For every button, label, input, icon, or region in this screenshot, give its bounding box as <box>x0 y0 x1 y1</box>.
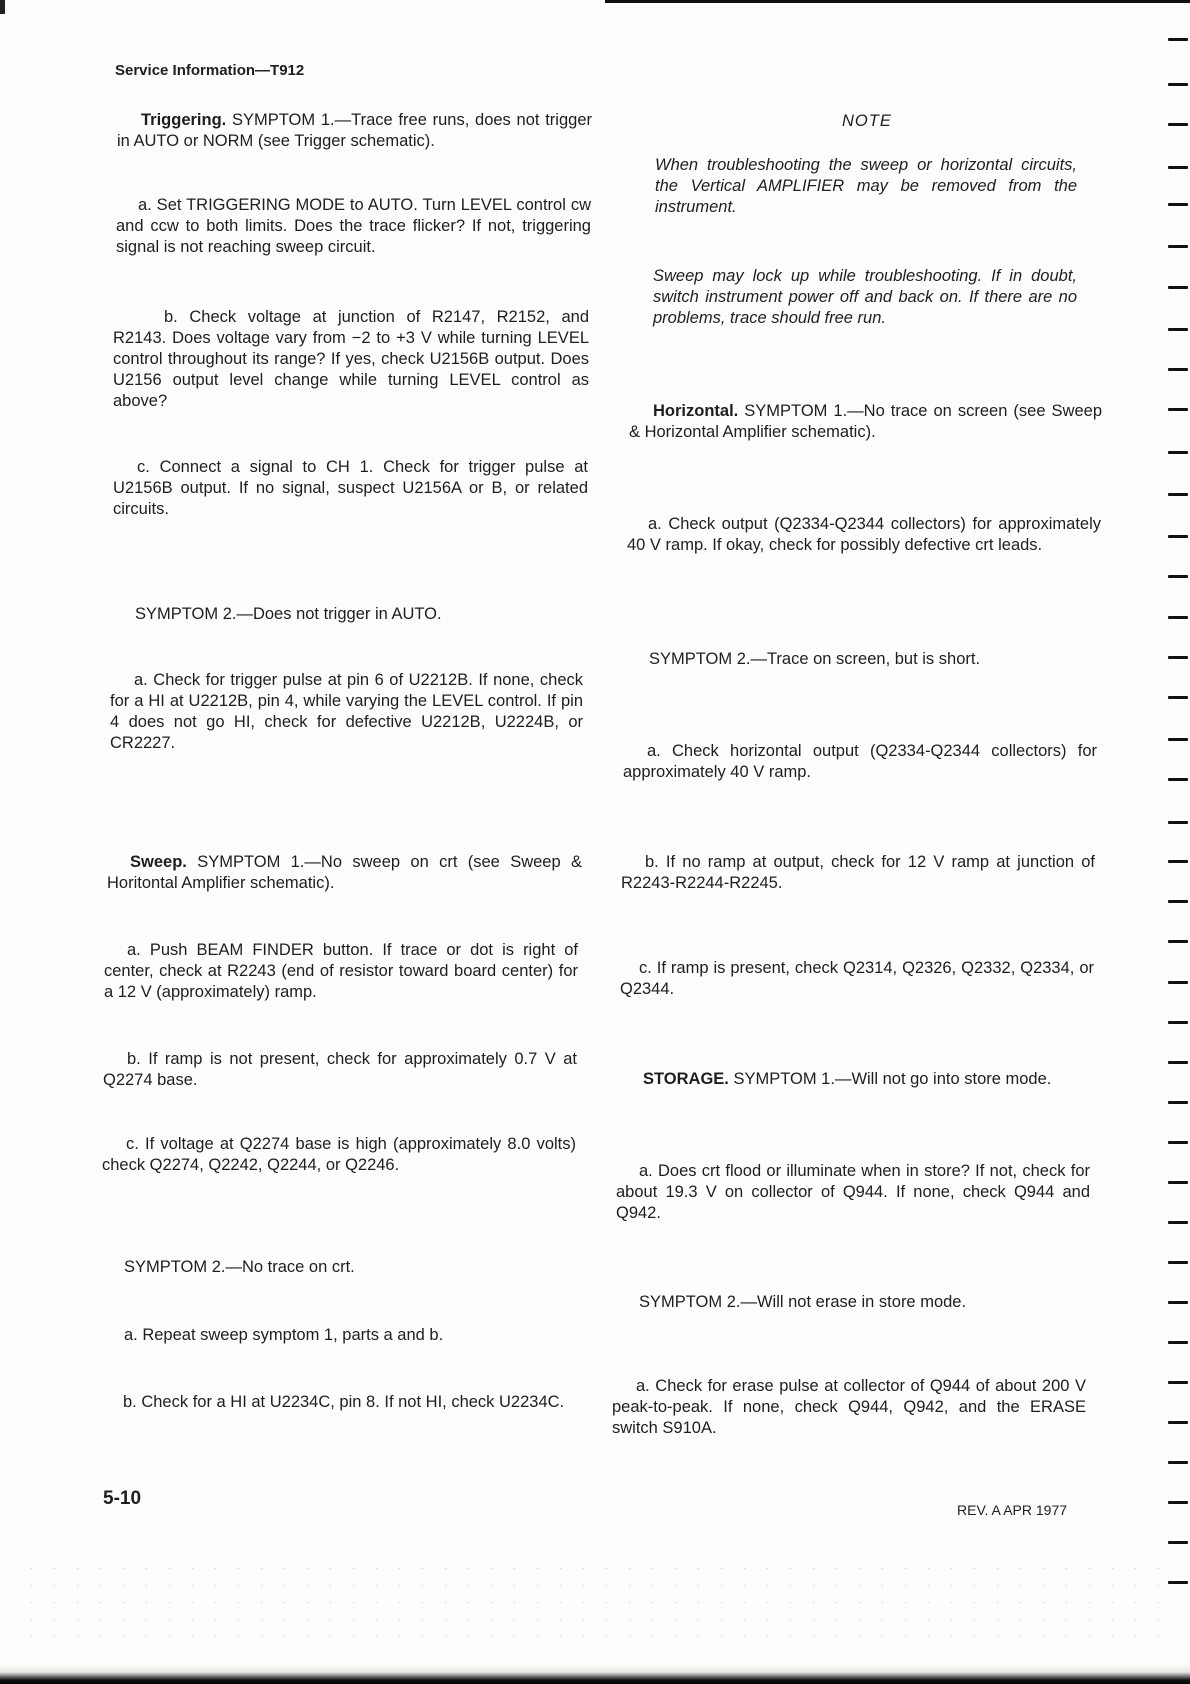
left-para-11: SYMPTOM 2.—No trace on crt. <box>124 1258 355 1276</box>
left-para-5: SYMPTOM 2.—Does not trigger in AUTO. <box>135 605 442 623</box>
right-para-7: STORAGE. SYMPTOM 1.—Will not go into store mode. <box>643 1070 1052 1088</box>
lead-storage: STORAGE. <box>643 1070 729 1088</box>
right-para-2: a. Check output (Q2334-Q2344 collectors) for approximately 40 V ramp. If okay, check for possibly defective crt leads. <box>627 515 1101 554</box>
note-paragraph-1: When troubleshooting the sweep or horizontal circuits, the Vertical AMPLIFIER may be removed from the instrument. <box>655 156 1077 216</box>
right-para-6: c. If ramp is present, check Q2314, Q2326, Q2332, Q2334, or Q2344. <box>620 959 1094 998</box>
left-para-8: a. Push BEAM FINDER button. If trace or dot is right of center, check at R2243 (end of resistor toward board center) for a 12 V (approximately) ramp. <box>104 941 578 1001</box>
left-para-6: a. Check for trigger pulse at pin 6 of U2212B. If none, check for a HI at U2212B, pin 4, while varying the LEVEL control. If pin 4 does not go HI, check for defective U2212B, U2224B, or CR2227. <box>110 671 583 752</box>
note-title: NOTE <box>842 112 892 130</box>
right-para-10: a. Check for erase pulse at collector of Q944 of about 200 V peak-to-peak. If none, check Q944, Q942, and the ERASE switch S910A. <box>612 1377 1086 1437</box>
lead-sweep: Sweep. <box>130 853 187 871</box>
left-para-7: Sweep. SYMPTOM 1.—No sweep on crt (see Sweep & Horitontal Amplifier schematic). <box>107 853 582 892</box>
right-para-3: SYMPTOM 2.—Trace on screen, but is short. <box>649 650 981 668</box>
lead-triggering: Triggering. <box>141 111 227 129</box>
right-para-9: SYMPTOM 2.—Will not erase in store mode. <box>639 1293 967 1311</box>
right-para-1: Horizontal. SYMPTOM 1.—No trace on screen (see Sweep & Horizontal Amplifier schematic). <box>629 402 1102 441</box>
page-number: 5-10 <box>103 1488 142 1509</box>
left-para-9: b. If ramp is not present, check for approximately 0.7 V at Q2274 base. <box>103 1050 577 1089</box>
left-para-13: b. Check for a HI at U2234C, pin 8. If not HI, check U2234C. <box>123 1393 565 1411</box>
left-para-10: c. If voltage at Q2274 base is high (approximately 8.0 volts) check Q2274, Q2242, Q2244, or Q2246. <box>102 1135 576 1174</box>
scan-top-border <box>605 0 1190 3</box>
left-para-4: c. Connect a signal to CH 1. Check for trigger pulse at U2156B output. If no signal, suspect U2156A or B, or related circuits. <box>113 458 588 518</box>
right-para-4: a. Check horizontal output (Q2334-Q2344 collectors) for approximately 40 V ramp. <box>623 742 1097 781</box>
left-para-2: a. Set TRIGGERING MODE to AUTO. Turn LEVEL control cw and ccw to both limits. Does the trace flicker? If not, triggering signal is not reaching sweep circuit. <box>116 196 591 256</box>
lead-horizontal: Horizontal. <box>653 402 739 420</box>
scan-left-edge <box>0 0 5 14</box>
revision-date: REV. A APR 1977 <box>957 1502 1068 1518</box>
page-header: Service Information—T912 <box>115 62 305 79</box>
left-para-12: a. Repeat sweep symptom 1, parts a and b. <box>124 1326 444 1344</box>
scan-noise <box>20 1560 1170 1650</box>
left-para-1: Triggering. SYMPTOM 1.—Trace free runs, does not trigger in AUTO or NORM (see Trigger schematic). <box>117 111 592 150</box>
scan-bottom-edge <box>0 1664 1190 1684</box>
right-para-8: a. Does crt flood or illuminate when in store? If not, check for about 19.3 V on collector of Q944. If none, check Q944 and Q942. <box>616 1162 1090 1222</box>
binding-edge-marks <box>1168 38 1190 1638</box>
note-paragraph-2: Sweep may lock up while troubleshooting. If in doubt, switch instrument power off and back on. If there are no problems, trace should free run. <box>653 267 1077 327</box>
left-para-3: b. Check voltage at junction of R2147, R2152, and R2143. Does voltage vary from −2 to +3 V while turning LEVEL control throughout its range? If yes, check U2156B output. Does U2156 output level change while turning LEVEL control as above? <box>113 308 589 410</box>
right-para-5: b. If no ramp at output, check for 12 V ramp at junction of R2243-R2244-R2245. <box>621 853 1095 892</box>
